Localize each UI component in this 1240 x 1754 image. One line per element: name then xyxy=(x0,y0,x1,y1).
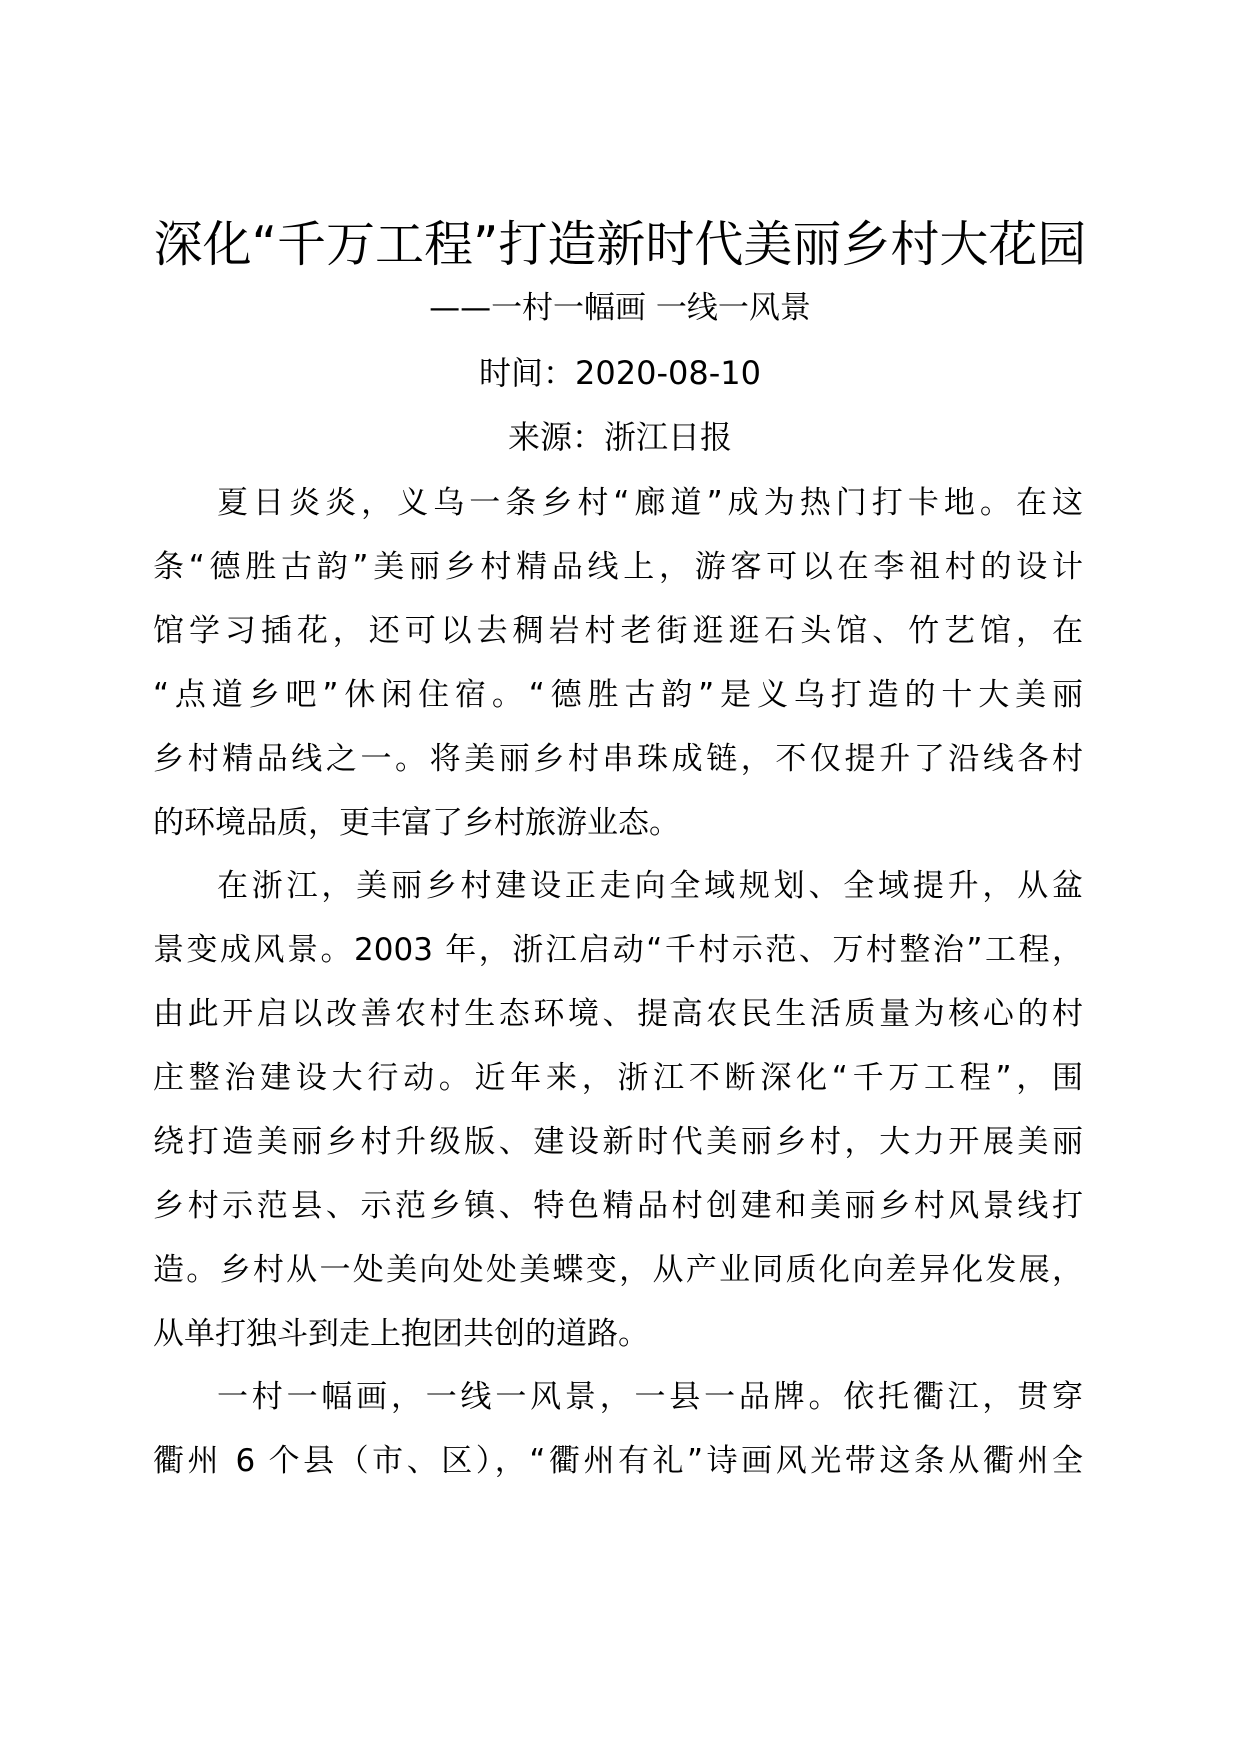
paragraph-line: 馆学习插花，还可以去稠岩村老街逛逛石头馆、竹艺馆，在 xyxy=(153,613,1083,649)
paragraph-3 xyxy=(153,1365,1083,1493)
paragraph-1 xyxy=(153,471,1083,855)
paragraph-line: 的环境品质，更丰富了乡村旅游业态。 xyxy=(153,805,680,841)
paragraph-line: 从单打独斗到走上抱团共创的道路。 xyxy=(153,1316,649,1352)
paragraph-line: 景变成风景。2003 年，浙江启动“千村示范、万村整治”工程， xyxy=(153,932,1083,968)
paragraph-line: 造。乡村从一处美向处处美蝶变，从产业同质化向差异化发展， xyxy=(153,1252,1083,1288)
paragraph-line: 绕打造美丽乡村升级版、建设新时代美丽乡村，大力开展美丽 xyxy=(153,1124,1083,1160)
paragraph-line: 夏日炎炎，义乌一条乡村“廊道”成为热门打卡地。在这 xyxy=(217,485,1083,521)
paragraph-line: 乡村示范县、示范乡镇、特色精品村创建和美丽乡村风景线打 xyxy=(153,1188,1083,1224)
article-source: 来源：浙江日报 xyxy=(507,418,732,456)
article-date: 时间：2020-08-10 xyxy=(479,354,761,392)
paragraph-line: 衢州 6 个县（市、区），“衢州有礼”诗画风光带这条从衢州全 xyxy=(153,1443,1083,1479)
article-subtitle: ——一村一幅画 一线一风景 xyxy=(429,290,811,326)
paragraph-line: 由此开启以改善农村生态环境、提高农民生活质量为核心的村 xyxy=(153,996,1083,1032)
paragraph-line: 在浙江，美丽乡村建设正走向全域规划、全域提升，从盆 xyxy=(217,868,1083,904)
paragraph-2 xyxy=(153,854,1083,1366)
article-title: 深化“千万工程”打造新时代美丽乡村大花园 xyxy=(153,216,1087,273)
paragraph-line: 条“德胜古韵”美丽乡村精品线上，游客可以在李祖村的设计 xyxy=(153,549,1083,585)
paragraph-line: 庄整治建设大行动。近年来，浙江不断深化“千万工程”，围 xyxy=(153,1060,1083,1096)
paragraph-line: “点道乡吧”休闲住宿。“德胜古韵”是义乌打造的十大美丽 xyxy=(153,677,1083,713)
paragraph-line: 一村一幅画，一线一风景，一县一品牌。依托衢江，贯穿 xyxy=(217,1379,1083,1415)
paragraph-line: 乡村精品线之一。将美丽乡村串珠成链，不仅提升了沿线各村 xyxy=(153,741,1083,777)
